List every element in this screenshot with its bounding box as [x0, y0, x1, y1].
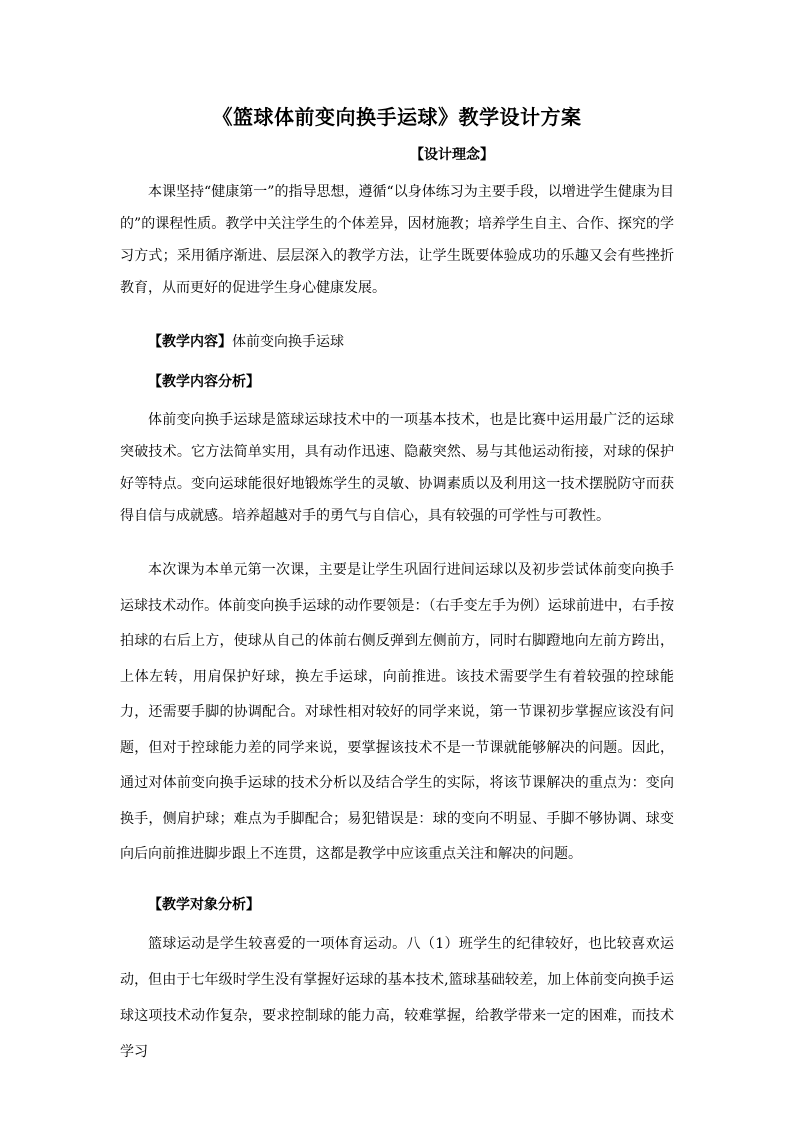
- design-concept-heading: 【设计理念】: [410, 147, 494, 163]
- student-analysis-body: [120, 926, 674, 1070]
- student-analysis-heading: 【教学对象分析】: [148, 897, 260, 913]
- teaching-content-section: [120, 326, 674, 358]
- student-analysis-paragraph: 篮球运动是学生较喜爱的一项体育运动。八（1）班学生的纪律较好，也比较喜欢运动，但由于七年级时学生没有掌握好运球的基本技术,篮球基础较差，加上体前变向换手运球这项技术动作复杂，要求控制球的能力高，较难掌握，给教学带来一定的困难，而技术学习: [120, 936, 674, 1060]
- document-title: 《篮球体前变向换手运球》教学设计方案: [212, 105, 582, 129]
- student-analysis-section: [120, 889, 674, 921]
- content-analysis-paragraph-1: 体前变向换手运球是篮球运球技术中的一项基本技术，也是比赛中运用最广泛的运球突破技术。它方法简单实用，具有动作迅速、隐蔽突然、易与其他运动衔接，对球的保护好等特点。变向运球能很好地锻炼学生的灵敏、协调素质以及利用这一技术摆脱防守而获得自信与成就感。培养超越对手的勇气与自信心，具有较强的可学性与可教性。: [120, 412, 674, 524]
- content-analysis-paragraph-2: 本次课为本单元第一次课，主要是让学生巩固行进间运球以及初步尝试体前变向换手运球技术动作。体前变向换手运球的动作要领是：（右手变左手为例）运球前进中，右手按拍球的右后上方，使球从自己的体前右侧反弹到左侧前方，同时右脚蹬地向左前方跨出，上体左转，用肩保护好球，换左手运球，向前推进。该技术需要学生有着较强的控球能力，还需要手脚的协调配合。对球性相对较好的同学来说，第一节课初步掌握应该没有问题，但对于控球能力差的同学来说，要掌握该技术不是一节课就能够解决的问题。因此，通过对体前变向换手运球的技术分析以及结合学生的实际，将该节课解决的重点为：变向换手，侧肩护球；难点为手脚配合；易犯错误是：球的变向不明显、手脚不够协调、球变向后向前推进脚步跟上不连贯，这都是教学中应该重点关注和解决的问题。: [120, 562, 674, 862]
- design-concept-paragraph: 本课坚持“健康第一”的指导思想，遵循“以身体练习为主要手段，以增进学生健康为目的”的课程性质。教学中关注学生的个体差异，因材施教；培养学生自主、合作、探究的学习方式；采用循序渐进、层层深入的教学方法，让学生既要体验成功的乐趣又会有些挫折教育，从而更好的促进学生身心健康发展。: [120, 184, 674, 296]
- content-analysis-heading: 【教学内容分析】: [148, 374, 260, 390]
- teaching-content-heading: 【教学内容】: [148, 334, 232, 350]
- teaching-content-text: 体前变向换手运球: [232, 334, 344, 350]
- design-concept-section: [120, 176, 674, 304]
- content-analysis-body: [120, 404, 674, 532]
- content-analysis-section: [120, 366, 674, 398]
- teaching-content-line: [120, 326, 674, 358]
- content-analysis-body-2: [120, 553, 674, 873]
